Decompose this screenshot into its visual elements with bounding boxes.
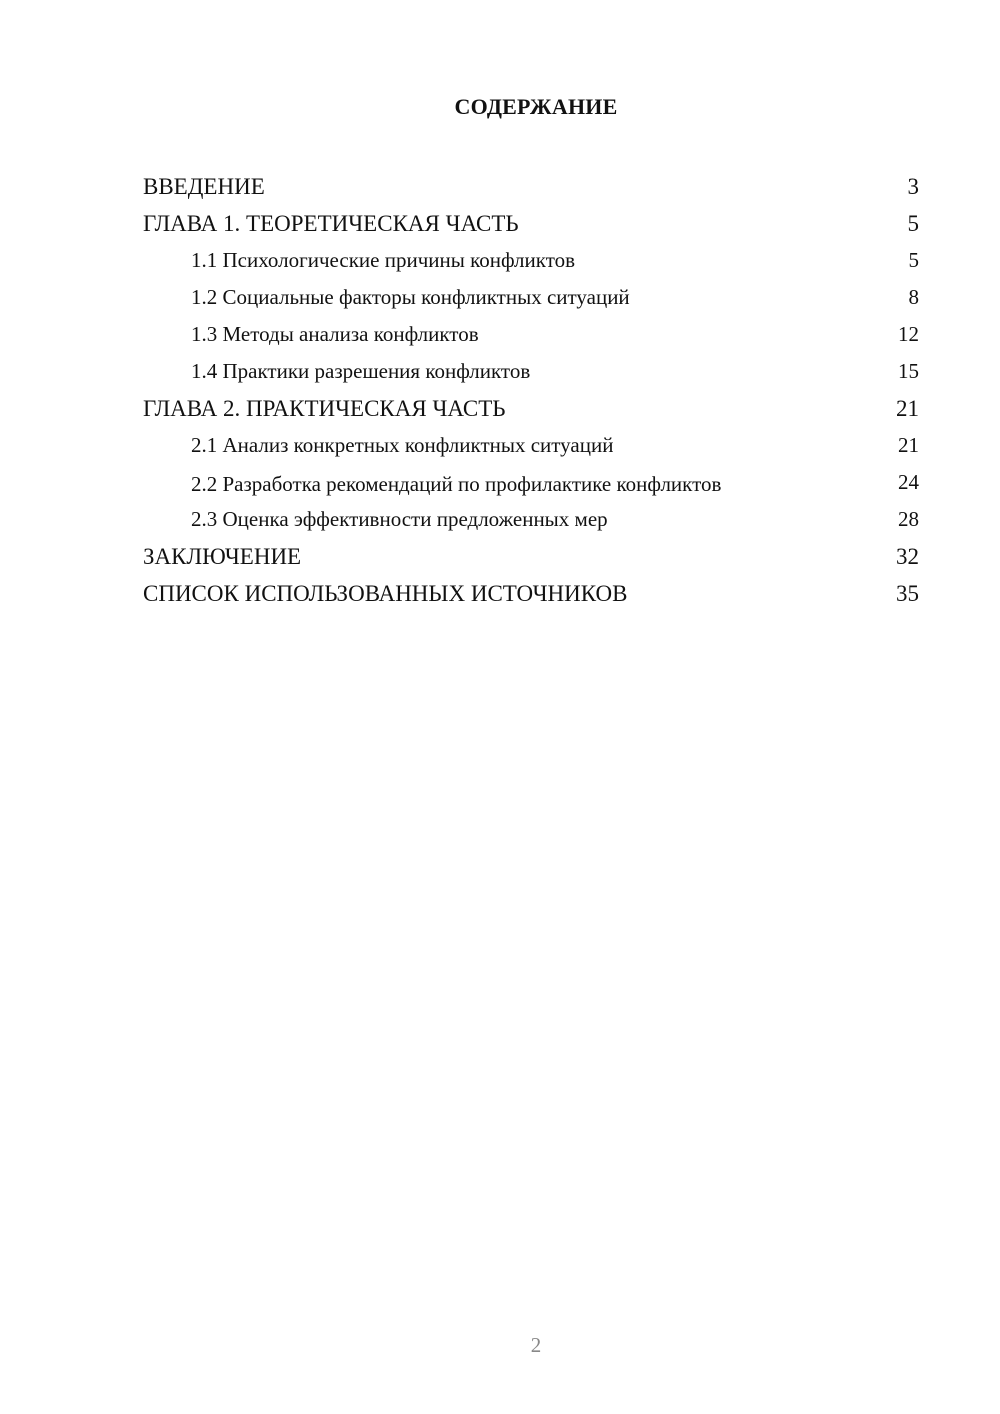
toc-entry-label: ЗАКЛЮЧЕНИЕ bbox=[143, 544, 302, 569]
toc-entry-label: 2.1 Анализ конкретных конфликтных ситуаций bbox=[191, 433, 614, 457]
page-number: 2 bbox=[530, 1333, 542, 1357]
toc-entry-label: 1.4 Практики разрешения конфликтов bbox=[191, 359, 531, 383]
toc-entry[interactable] bbox=[143, 427, 919, 464]
toc-entry-page: 32 bbox=[896, 544, 919, 569]
toc-entry-label: ГЛАВА 2. ПРАКТИЧЕСКАЯ ЧАСТЬ bbox=[143, 396, 506, 421]
toc-entry-label: 1.3 Методы анализа конфликтов bbox=[191, 322, 479, 346]
toc-entry-label: 2.2 Разработка рекомендаций по профилактике конфликтов bbox=[191, 472, 722, 496]
toc-entry[interactable] bbox=[143, 353, 919, 390]
toc-entry-label: ГЛАВА 1. ТЕОРЕТИЧЕСКАЯ ЧАСТЬ bbox=[143, 211, 519, 236]
toc-entry-page: 5 bbox=[907, 211, 919, 236]
toc-entry-page: 12 bbox=[898, 322, 919, 346]
toc-entry[interactable] bbox=[143, 464, 919, 501]
toc-entry[interactable] bbox=[143, 242, 919, 279]
toc-entry-label: 2.3 Оценка эффективности предложенных мер bbox=[191, 507, 608, 531]
toc-entry[interactable] bbox=[143, 279, 919, 316]
toc-entry[interactable] bbox=[143, 390, 919, 427]
toc-entry-label: 1.2 Социальные факторы конфликтных ситуаций bbox=[191, 285, 630, 309]
toc-entry-page: 21 bbox=[898, 433, 919, 457]
page-title: СОДЕРЖАНИЕ bbox=[454, 94, 618, 119]
toc-entry[interactable] bbox=[143, 501, 919, 538]
toc-entry-page: 24 bbox=[898, 470, 919, 494]
toc-entry[interactable] bbox=[143, 316, 919, 353]
toc-entry-page: 15 bbox=[898, 359, 919, 383]
toc-entry-label: 1.1 Психологические причины конфликтов bbox=[191, 248, 576, 272]
table-of-contents bbox=[143, 168, 919, 612]
toc-entry-page: 3 bbox=[907, 174, 919, 199]
toc-entry-page: 28 bbox=[898, 507, 919, 531]
toc-entry-label: ВВЕДЕНИЕ bbox=[143, 174, 265, 199]
toc-entry-page: 21 bbox=[896, 396, 919, 421]
toc-entry[interactable] bbox=[143, 168, 919, 205]
toc-entry[interactable] bbox=[143, 205, 919, 242]
toc-entry-page: 35 bbox=[896, 581, 919, 606]
toc-entry-label: СПИСОК ИСПОЛЬЗОВАННЫХ ИСТОЧНИКОВ bbox=[143, 581, 628, 606]
toc-entry[interactable] bbox=[143, 538, 919, 575]
toc-entry-page: 5 bbox=[908, 248, 919, 272]
toc-entry[interactable] bbox=[143, 575, 919, 612]
toc-entry-page: 8 bbox=[908, 285, 919, 309]
